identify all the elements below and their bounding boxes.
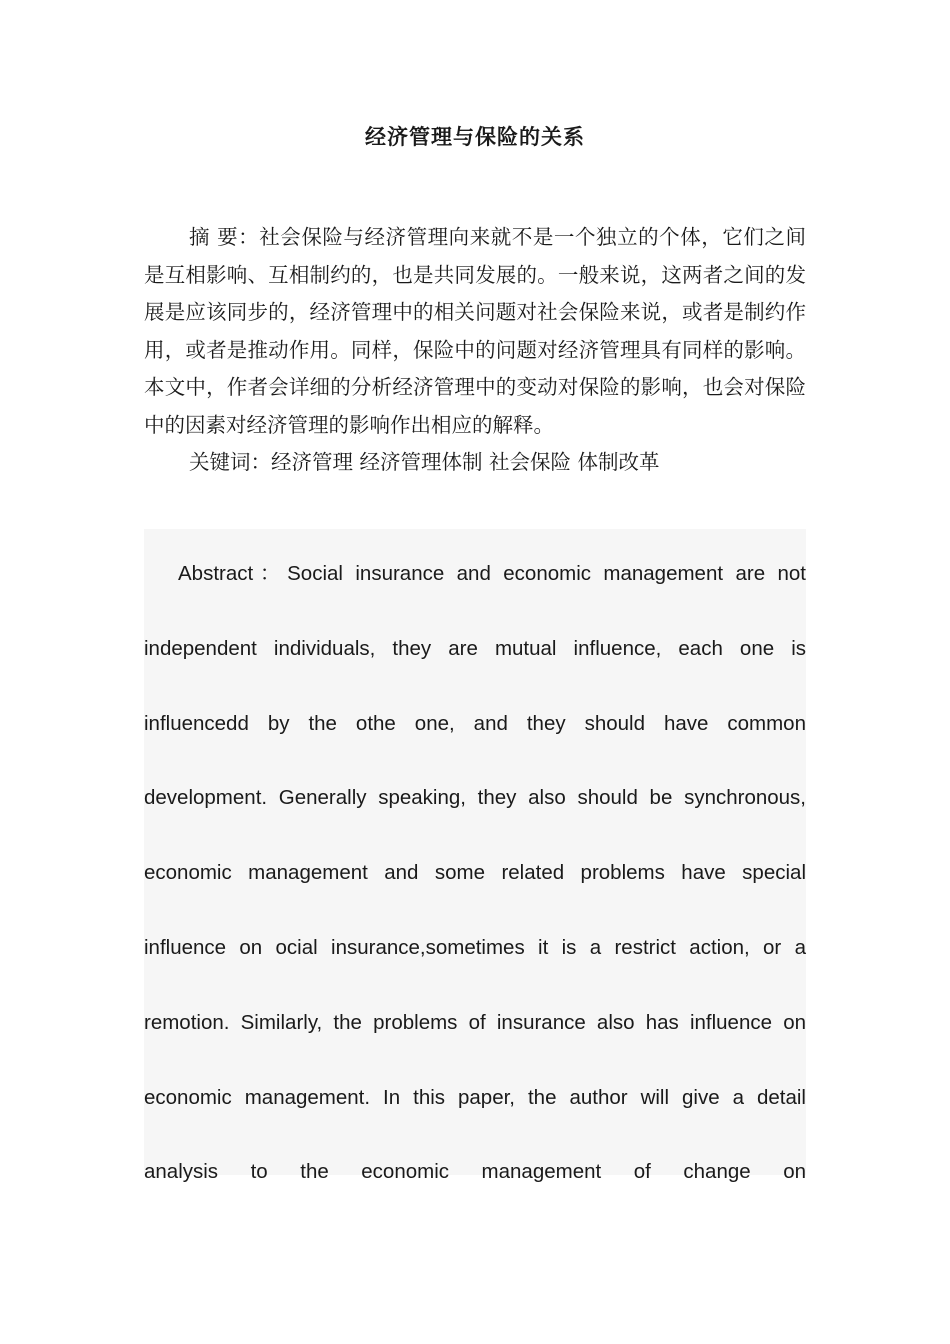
english-abstract-section [144,529,806,1184]
abstract-cn-text: 社会保险与经济管理向来就不是一个独立的个体，它们之间是互相影响、互相制约的，也是共同发展的。一般来说，这两者之间的发展是应该同步的，经济管理中的相关问题对社会保险来说，或者是制约作用，或者是推动作用。同样，保险中的问题对经济管理具有同样的影响。本文中，作者会详细的分析经济管理中的变动对保险的影响，也会对保险中的因素对经济管理的影响作出相应的解释。 [144,225,806,437]
keywords-cn-label: 关键词： [189,450,271,474]
document-title: 经济管理与保险的关系 [365,125,585,149]
abstract-cn-paragraph [144,219,806,444]
keywords-cn-text: 经济管理 经济管理体制 社会保险 体制改革 [271,450,660,474]
abstract-en-label: Abstract： [178,562,288,585]
abstract-en-paragraph [144,537,806,1210]
keywords-cn-paragraph [144,444,806,482]
chinese-abstract-section [144,219,806,482]
abstract-cn-label: 摘 要： [189,225,260,249]
abstract-en-text: Social insurance and economic management are not independent individuals, they are mutual influence, each one is influencedd by the othe one, and they should have common development. Generally speaking, they also should be synchronous, economic management and some related problems have special influence on ocial insurance,sometimes it is a restrict action, or a remotion. Similarly, the problems of insurance also has influence on economic management. In this paper, the author will give a detail analysis to the economic management of change on [144,562,806,1184]
